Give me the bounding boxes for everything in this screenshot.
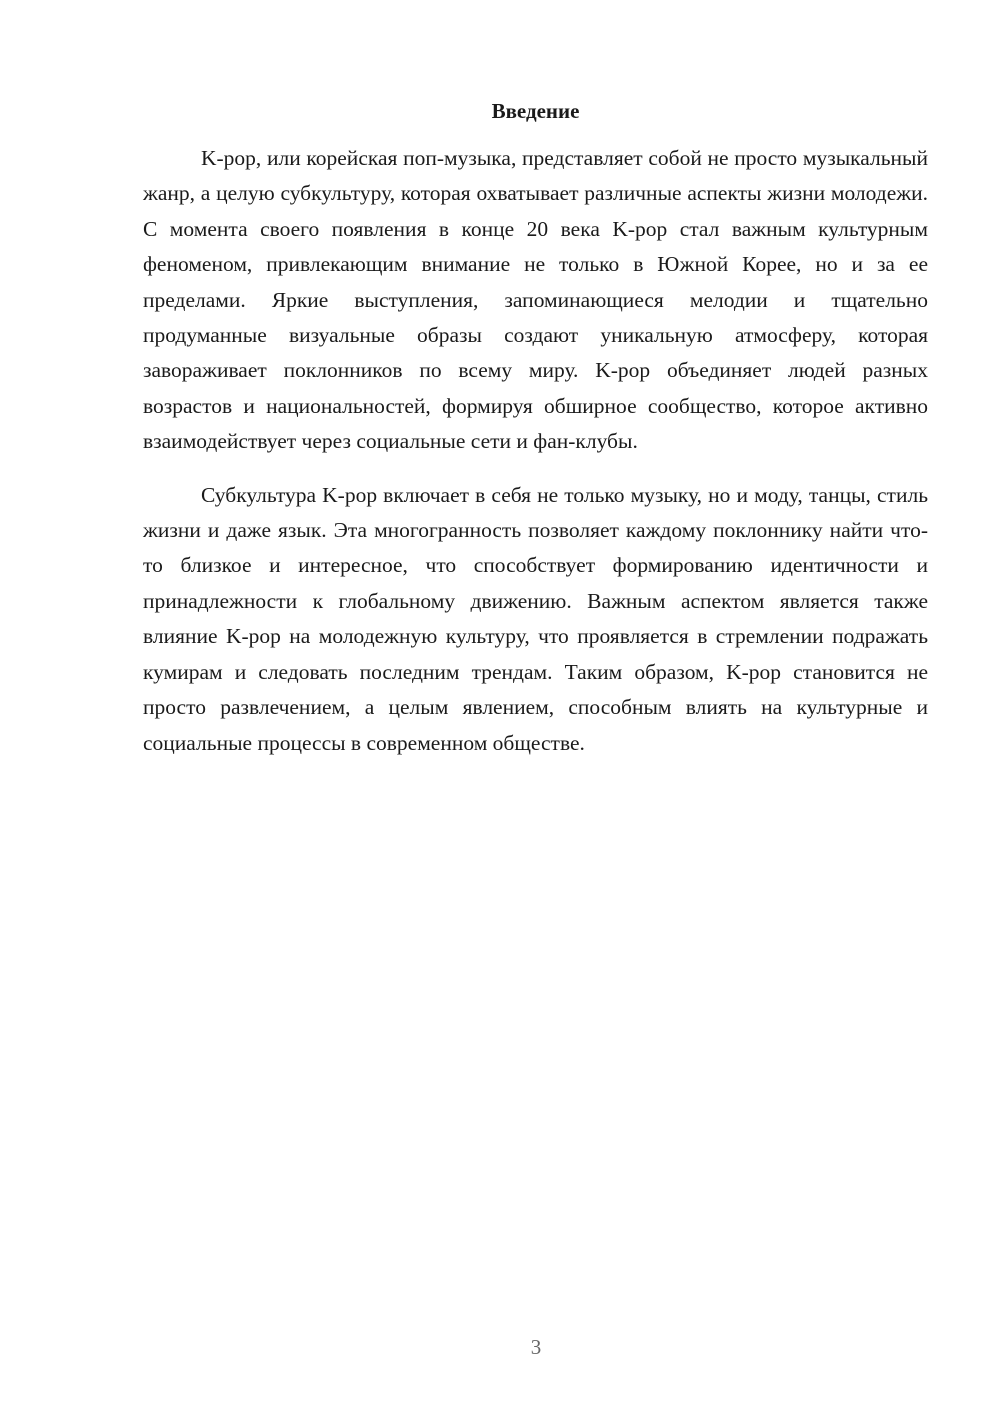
page-number: 3 (530, 1335, 542, 1359)
section-heading: Введение (491, 99, 580, 123)
paragraph-1: K-pop, или корейская поп-музыка, представляет собой не просто музыкальный жанр, а целую субкультуру, которая охватывает различные аспекты жизни молодежи. С момента своего появления в конце 20 века K-pop стал важным культурным феноменом, привлекающим внимание не только в Южной Корее, но и за ее пределами. Яркие выступления, запоминающиеся мелодии и тщательно продуманные визуальные образы создают уникальную атмосферу, которая завораживает поклонников по всему миру. K-pop объединяет людей разных возрастов и национальностей, формируя обширное сообщество, которое активно взаимодействует через социальные сети и фан-клубы. (143, 146, 928, 454)
body-text (143, 141, 928, 761)
paragraph-2: Субкультура K-pop включает в себя не только музыку, но и моду, танцы, стиль жизни и даже язык. Эта многогранность позволяет каждому поклоннику найти что-то близкое и интересное, что способствует формированию идентичности и принадлежности к глобальному движению. Важным аспектом является также влияние K-pop на молодежную культуру, что проявляется в стремлении подражать кумирам и следовать последним трендам. Таким образом, K-pop становится не просто развлечением, а целым явлением, способным влиять на культурные и социальные процессы в современном обществе. (143, 482, 928, 755)
